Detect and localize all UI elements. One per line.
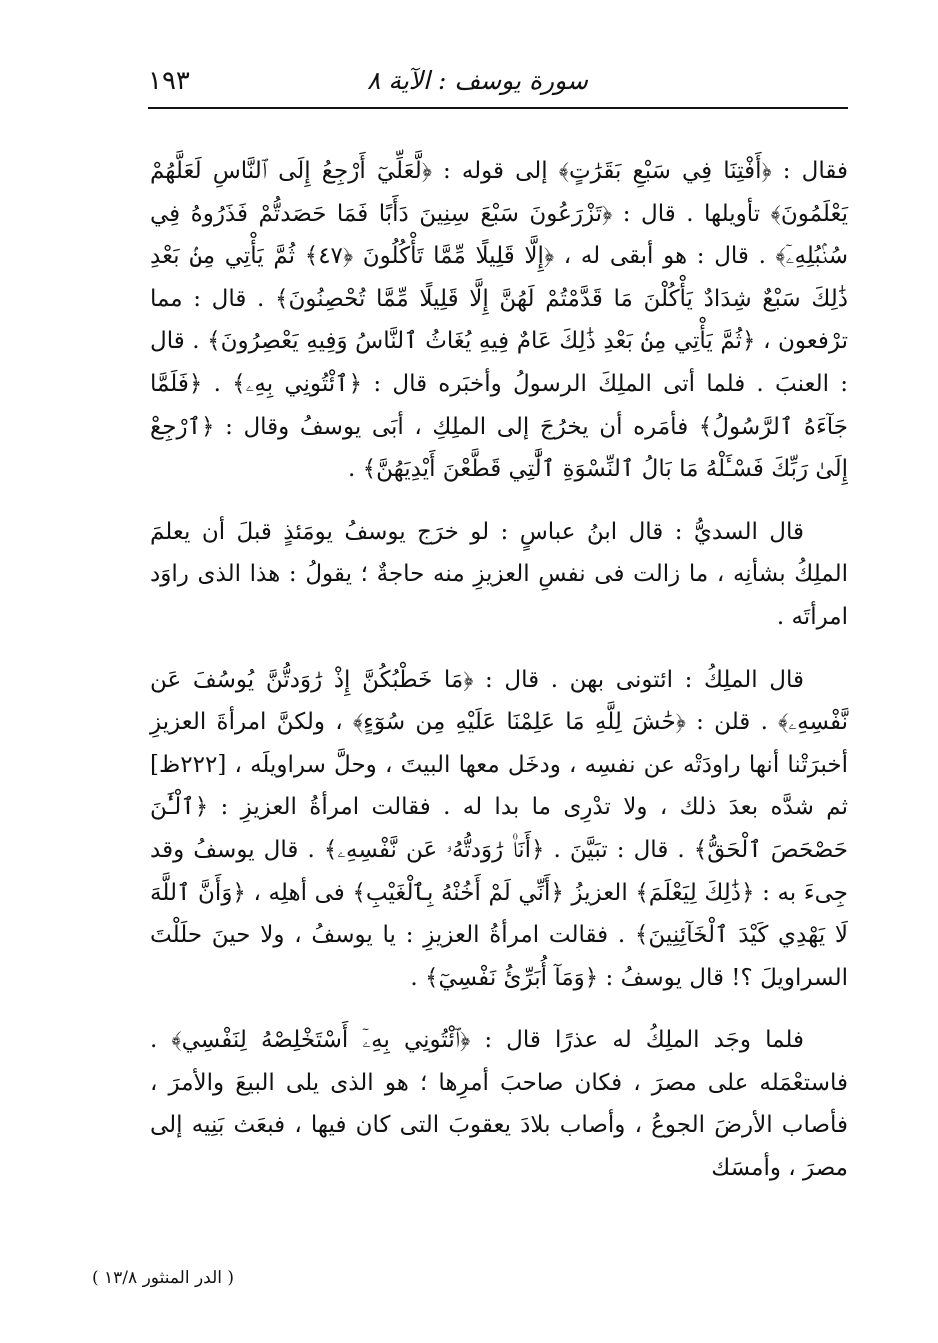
page-body <box>150 150 848 1210</box>
page-header <box>148 62 848 102</box>
header-rule <box>148 107 848 109</box>
paragraph: قال الملِكُ : ائتونى بهن . قال : ﴿مَا خَطْبُكُنَّ إِذْ رَٰوَدتُّنَّ يُوسُفَ عَن نَّفْسِهِۦ﴾ . قلن : ﴿حَٰشَ لِلَّهِ مَا عَلِمْنَا عَلَيْهِ مِن سُوٓءٍ﴾ ، ولكنَّ امرأةَ العزيزِ أخبرَتْنا أنها راودَتْه عن نفسِه ، ودخَل معها البيتَ ، وحلَّ سراويلَه ، [٢٢٢ظ] ثم شدَّه بعدَ ذلك ، ولا تدْرِى ما بدا له . فقالت امرأةُ العزيزِ : ﴿ٱلْـَٰٔنَ حَصْحَصَ ٱلْحَقُّ﴾ . قال : تبَيَّنَ . ﴿أَنَا۠ رَٰوَدتُّهُۥ عَن نَّفْسِهِۦ﴾ . قال يوسفُ وقد جِىءَ به : ﴿ذَٰلِكَ لِيَعْلَمَ﴾ العزيزُ ﴿أَنِّي لَمْ أَخُنْهُ بِٱلْغَيْبِ﴾ فى أهلِه ، ﴿وَأَنَّ ٱللَّهَ لَا يَهْدِي كَيْدَ ٱلْخَآئِنِينَ﴾ . فقالت امرأةُ العزيزِ : يا يوسفُ ، ولا حينَ حلَلْتَ السراويلَ ؟! قال يوسفُ : ﴿وَمَآ أُبَرِّئُ نَفْسِيٓ﴾ . <box>150 666 848 991</box>
footnote: ( الدر المنثور ١٣/٨ ) <box>92 1268 235 1288</box>
surah-title: سورة يوسف : الآية ٨ <box>367 66 588 95</box>
paragraph: قال السديُّ : قال ابنُ عباسٍ : لو خرَج يوسفُ يومَئذٍ قبلَ أن يعلمَ الملِكُ بشأنِه ، ما زالت فى نفسِ العزيزِ منه حاجةٌ ؛ يقولُ : هذا الذى راوَد امرأتَه . <box>150 518 848 630</box>
page-number: ١٩٣ <box>148 66 190 96</box>
paragraph: فلما وجَد الملِكُ له عذرًا قال : ﴿ٱئْتُونِي بِهِۦٓ أَسْتَخْلِصْهُ لِنَفْسِي﴾ . فاستعْمَله على مصرَ ، فكان صاحبَ أمرِها ؛ هو الذى يلى البيعَ والأمرَ ، فأصاب الأرضَ الجوعُ ، وأصاب بلادَ يعقوبَ التى كان فيها ، فبعَث بَنِيه إلى مصرَ ، وأمسَك <box>150 1027 848 1182</box>
paragraph: فقال : ﴿أَفْتِنَا فِي سَبْعِ بَقَرَٰتٍ﴾ إلى قوله : ﴿لَّعَلِّيٓ أَرْجِعُ إِلَى ٱلنَّاسِ لَعَلَّهُمْ يَعْلَمُونَ﴾ تأويلها . قال : ﴿تَزْرَعُونَ سَبْعَ سِنِينَ دَأَبًا فَمَا حَصَدتُّمْ فَذَرُوهُ فِي سُنۢبُلِهِۦٓ﴾ . قال : هو أبقى له ، ﴿إِلَّا قَلِيلًا مِّمَّا تَأْكُلُونَ ﴿٤٧﴾ ثُمَّ يَأْتِي مِنۢ بَعْدِ ذَٰلِكَ سَبْعٌ شِدَادٌ يَأْكُلْنَ مَا قَدَّمْتُمْ لَهُنَّ إِلَّا قَلِيلًا مِّمَّا تُحْصِنُونَ﴾ . قال : مما ترْفعون ، ﴿ثُمَّ يَأْتِي مِنۢ بَعْدِ ذَٰلِكَ عَامٌ فِيهِ يُغَاثُ ٱلنَّاسُ وَفِيهِ يَعْصِرُونَ﴾ . قال : العنبَ . فلما أتى الملِكَ الرسولُ وأخبَره قال : ﴿ٱئْتُونِي بِهِۦ﴾ . ﴿فَلَمَّا جَآءَهُ ٱلرَّسُولُ﴾ فأمَره أن يخرُجَ إلى الملِكِ ، أبَى يوسفُ وقال : ﴿ٱرْجِعْ إِلَىٰ رَبِّكَ فَسْـَٔلْهُ مَا بَالُ ٱلنِّسْوَةِ ٱلَّٰتِي قَطَّعْنَ أَيْدِيَهُنَّ﴾ . <box>150 158 848 483</box>
